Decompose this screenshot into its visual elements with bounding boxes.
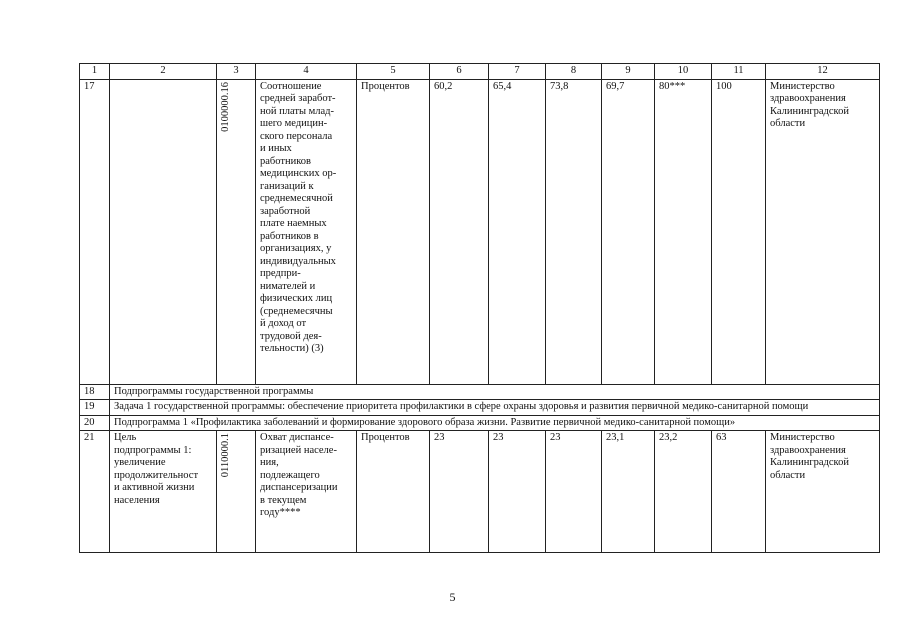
code-cell [217, 431, 256, 553]
indicator-line: работников [260, 155, 311, 167]
indicator-line: подлежащего [260, 469, 320, 481]
value-cell: 23,2 [655, 431, 712, 553]
col-header: 5 [357, 64, 430, 80]
indicator-line: Соотношение [260, 80, 322, 92]
col-header: 1 [80, 64, 110, 80]
row-number: 20 [80, 415, 110, 431]
indicator-line: ния, [260, 457, 279, 468]
indicator-line: диспансеризации [260, 482, 338, 493]
section-title: Подпрограммы государственной программы [110, 384, 880, 400]
indicator-line: среднемесячной [260, 193, 333, 204]
org-line: Калининградской [770, 457, 849, 468]
goal-line: продолжительност [114, 469, 199, 481]
value-cell: 60,2 [430, 79, 489, 384]
indicator-line: ной платы млад- [260, 105, 335, 117]
value-cell: 100 [712, 79, 766, 384]
value-cell: 80*** [655, 79, 712, 384]
col-header: 2 [110, 64, 217, 80]
indicator-line: работников в [260, 230, 319, 242]
col-header: 10 [655, 64, 712, 80]
indicator-line: ризацией населе- [260, 444, 337, 456]
value-cell: 23 [546, 431, 602, 553]
task-title: Задача 1 государственной программы: обеспечение приоритета профилактики в сфере охраны здоровья и развития первичной медико-санитарной помощи [110, 400, 880, 416]
value-cell: 23,1 [602, 431, 655, 553]
goal-cell [110, 79, 217, 384]
org-line: области [770, 469, 806, 481]
col-header: 12 [766, 64, 880, 80]
col-header: 7 [489, 64, 546, 80]
indicator-line: году**** [260, 507, 301, 518]
goal-line: увеличение [114, 457, 166, 468]
indicator-name [256, 431, 357, 553]
value-cell: 73,8 [546, 79, 602, 384]
table-row-18 [80, 384, 880, 400]
responsible-org [766, 431, 880, 553]
indicator-line: организациях, у [260, 243, 332, 254]
indicator-line: заработной [260, 205, 311, 217]
goal-line: населения [114, 494, 160, 506]
table-row-21 [80, 431, 880, 553]
value-cell: 65,4 [489, 79, 546, 384]
indicator-table [79, 63, 880, 553]
org-line: здравоохранения [770, 93, 846, 104]
goal-cell [110, 431, 217, 553]
goal-line: и активной жизни [114, 482, 195, 493]
indicator-line: физических лиц [260, 293, 333, 304]
indicator-line: (среднемесячны [260, 305, 333, 317]
value-cell: 63 [712, 431, 766, 553]
indicator-line: шего медицин- [260, 118, 328, 129]
code-text: 0100000.16 [220, 81, 231, 132]
indicator-line: средней заработ- [260, 93, 336, 104]
indicator-line: трудовой дея- [260, 330, 322, 342]
indicator-line: предпри- [260, 268, 301, 279]
subprogram-title: Подпрограмма 1 «Профилактика заболеваний и формирование здорового образа жизни. Развитие первичной медико-санитарной помощи» [110, 415, 880, 431]
indicator-line: и иных [260, 143, 292, 154]
org-line: области [770, 118, 806, 129]
col-header: 6 [430, 64, 489, 80]
row-number: 18 [80, 384, 110, 400]
indicator-line: Охват диспансе- [260, 432, 334, 443]
indicator-line: плате наемных [260, 218, 327, 229]
col-header: 9 [602, 64, 655, 80]
indicator-line: индивидуальных [260, 255, 336, 267]
indicator-line: в текущем [260, 494, 307, 506]
code-cell [217, 79, 256, 384]
indicator-line: ганизаций к [260, 180, 314, 192]
indicator-line: нимателей и [260, 280, 316, 292]
table-row-19 [80, 400, 880, 416]
row-number: 17 [80, 79, 110, 384]
org-line: здравоохранения [770, 444, 846, 456]
indicator-line: ского персонала [260, 130, 333, 142]
org-line: Министерство [770, 432, 835, 443]
page-number: 5 [449, 590, 456, 604]
unit-cell: Процентов [357, 79, 430, 384]
indicator-line: медицинских ор- [260, 168, 337, 179]
row-number: 19 [80, 400, 110, 416]
value-cell: 23 [430, 431, 489, 553]
indicator-line: й доход от [260, 318, 307, 329]
col-header: 11 [712, 64, 766, 80]
responsible-org [766, 79, 880, 384]
value-cell: 69,7 [602, 79, 655, 384]
table-row-17 [80, 79, 880, 384]
org-line: Министерство [770, 80, 835, 92]
row-number: 21 [80, 431, 110, 553]
value-cell: 23 [489, 431, 546, 553]
col-header: 8 [546, 64, 602, 80]
indicator-line: тельности) (3) [260, 343, 324, 354]
col-header: 4 [256, 64, 357, 80]
unit-cell: Процентов [357, 431, 430, 553]
table-row-20 [80, 415, 880, 431]
col-header: 3 [217, 64, 256, 80]
header-row [80, 64, 880, 80]
goal-line: подпрограммы 1: [114, 444, 192, 456]
indicator-name [256, 79, 357, 384]
goal-line: Цель [114, 432, 137, 443]
org-line: Калининградской [770, 105, 849, 117]
code-text: 0110000.1 [220, 433, 231, 478]
